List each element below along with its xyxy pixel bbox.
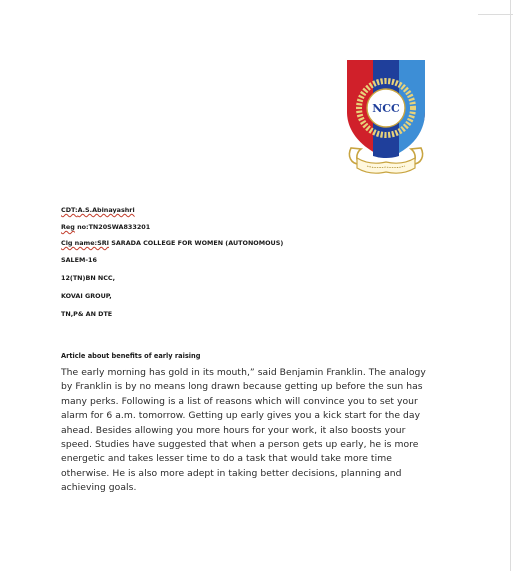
- college-name-line: [61, 238, 283, 248]
- article-line: The early morning has gold in its mouth,” said Benjamin Franklin. The analogy: [61, 367, 426, 378]
- article-line: speed. Studies have suggested that when a person gets up early, he is more: [61, 439, 419, 451]
- article-line: otherwise. He is also more adept in taking better decisions, planning and: [61, 467, 402, 479]
- cadet-name-label: CDT:: [61, 206, 78, 214]
- city-line: SALEM-16: [61, 256, 97, 264]
- group-line: KOVAI GROUP,: [61, 292, 112, 300]
- article-line: energetic and takes lesser time to do a task that would take more time: [61, 453, 392, 465]
- page-border-right: [510, 0, 511, 571]
- page-border-top: [478, 14, 513, 15]
- reg-label: Reg: [61, 223, 75, 231]
- article-line: by Franklin is by no means long drawn because getting up before the sun has: [61, 381, 423, 393]
- reg-value: no:TN20SWA833201: [74, 223, 151, 231]
- college-label: Clg name:SRI: [61, 239, 109, 247]
- article-line: alarm for 6 a.m. tomorrow. Getting up early gives you a kick start for the day: [61, 410, 421, 422]
- reg-number-line: [61, 222, 150, 232]
- emblem-text: NCC: [372, 102, 400, 115]
- article-line: ahead. Besides allowing you more hours for your work, it also boosts your: [61, 424, 406, 436]
- article-title: Article about benefits of early raising: [61, 352, 201, 360]
- article-line: many perks. Following is a list of reasons which will convince you to set your: [61, 395, 418, 407]
- directorate-line: TN,P& AN DTE: [61, 310, 113, 318]
- cadet-name-value: A.S.Abinayashri: [77, 206, 135, 214]
- article-line: achieving goals.: [61, 482, 137, 494]
- article-body: [61, 366, 453, 496]
- college-value: SARADA COLLEGE FOR WOMEN (AUTONOMOUS): [109, 239, 284, 247]
- cadet-name-line: [61, 205, 135, 215]
- ncc-emblem-icon: [337, 52, 435, 180]
- unit-line: 12(TN)BN NCC,: [61, 274, 116, 282]
